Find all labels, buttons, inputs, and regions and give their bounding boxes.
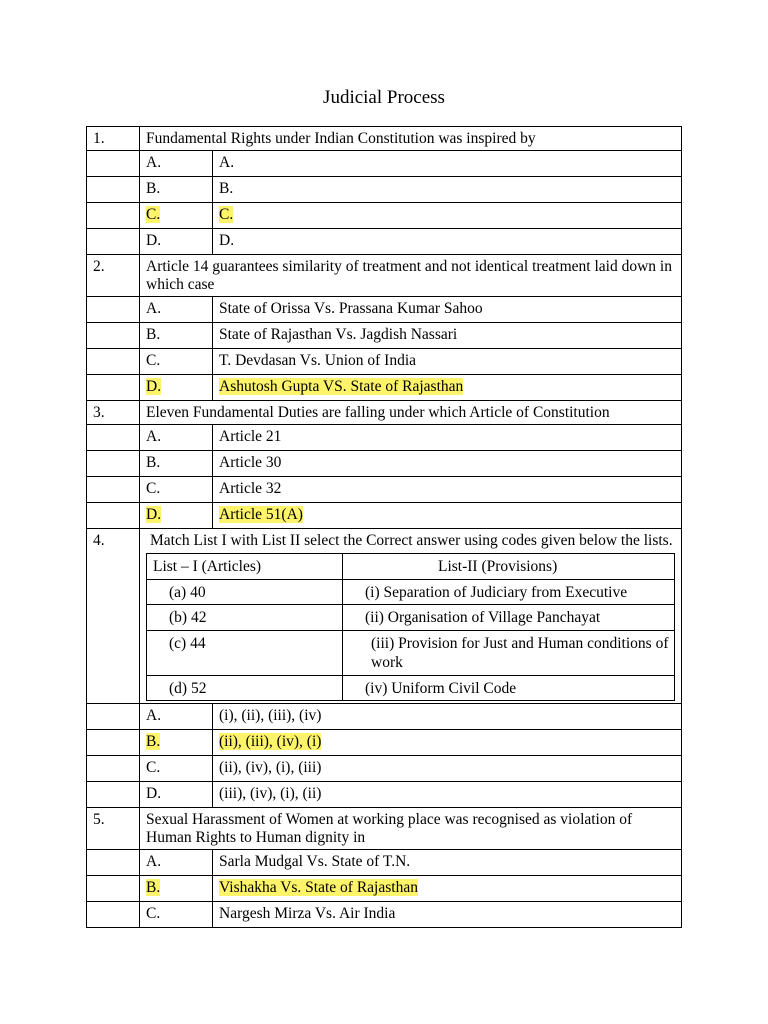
question-text xyxy=(140,808,682,850)
list2-item: (i) Separation of Judiciary from Executive xyxy=(343,579,675,605)
blank-cell xyxy=(87,876,140,902)
question-row xyxy=(87,127,682,151)
option-text: State of Rajasthan Vs. Jagdish Nassari xyxy=(219,326,458,343)
blank-cell xyxy=(87,203,140,229)
list1-item: (a) 40 xyxy=(147,579,343,605)
question-row xyxy=(87,255,682,297)
question-text xyxy=(140,401,682,425)
blank-cell xyxy=(87,850,140,876)
option-label: A. xyxy=(146,428,162,445)
option-row xyxy=(87,782,682,808)
option-text: Article 51(A) xyxy=(219,506,303,523)
option-label: A. xyxy=(146,853,162,870)
option-row xyxy=(87,704,682,730)
option-text: Sarla Mudgal Vs. State of T.N. xyxy=(219,853,411,870)
option-label: B. xyxy=(146,733,161,750)
question-text xyxy=(140,127,682,151)
option-text: Article 30 xyxy=(219,454,282,471)
option-text: B. xyxy=(219,180,234,197)
blank-cell xyxy=(87,730,140,756)
blank-cell xyxy=(87,323,140,349)
question-text-content: Fundamental Rights under Indian Constitution was inspired by xyxy=(146,130,536,147)
question-text xyxy=(140,255,682,297)
option-text: A. xyxy=(219,154,235,171)
blank-cell xyxy=(87,477,140,503)
option-row xyxy=(87,151,682,177)
list2-item: (iii) Provision for Just and Human conditions of work xyxy=(343,630,675,675)
option-label: D. xyxy=(146,785,162,802)
option-row xyxy=(87,756,682,782)
option-label: B. xyxy=(146,454,161,471)
list1-item: (b) 42 xyxy=(147,605,343,631)
question-number: 3. xyxy=(87,401,140,425)
list2-item: (iv) Uniform Civil Code xyxy=(343,675,675,701)
blank-cell xyxy=(87,375,140,401)
question-text-content: Eleven Fundamental Duties are falling under which Article of Constitution xyxy=(146,404,610,421)
blank-cell xyxy=(87,782,140,808)
option-label: C. xyxy=(146,905,161,922)
option-text: (ii), (iv), (i), (iii) xyxy=(219,759,322,776)
option-row xyxy=(87,477,682,503)
blank-cell xyxy=(87,756,140,782)
option-text: (i), (ii), (iii), (iv) xyxy=(219,707,322,724)
option-label: A. xyxy=(146,707,162,724)
blank-cell xyxy=(87,229,140,255)
option-row xyxy=(87,349,682,375)
question-number: 1. xyxy=(87,127,140,151)
option-row xyxy=(87,297,682,323)
option-label: D. xyxy=(146,506,162,523)
question-text xyxy=(140,529,682,704)
option-text: Ashutosh Gupta VS. State of Rajasthan xyxy=(219,378,464,395)
option-row xyxy=(87,323,682,349)
list2-item: (ii) Organisation of Village Panchayat xyxy=(343,605,675,631)
question-row xyxy=(87,401,682,425)
option-row xyxy=(87,177,682,203)
option-text: T. Devdasan Vs. Union of India xyxy=(219,352,417,369)
questions-table xyxy=(86,126,682,928)
option-row xyxy=(87,425,682,451)
list1-header: List – I (Articles) xyxy=(147,554,343,580)
option-text: Article 32 xyxy=(219,480,282,497)
option-text: (iii), (iv), (i), (ii) xyxy=(219,785,322,802)
option-label: D. xyxy=(146,378,162,395)
option-label: B. xyxy=(146,879,161,896)
option-label: A. xyxy=(146,154,162,171)
option-row xyxy=(87,730,682,756)
option-label: B. xyxy=(146,326,161,343)
question-text-content: Sexual Harassment of Women at working place was recognised as violation of Human Rights to Human dignity in xyxy=(146,811,633,846)
question-row xyxy=(87,808,682,850)
option-text: C. xyxy=(219,206,234,223)
blank-cell xyxy=(87,297,140,323)
question-text-content: Article 14 guarantees similarity of treatment and not identical treatment laid down in which case xyxy=(146,258,672,293)
option-row xyxy=(87,850,682,876)
option-text: Nargesh Mirza Vs. Air India xyxy=(219,905,396,922)
option-text: State of Orissa Vs. Prassana Kumar Sahoo xyxy=(219,300,483,317)
option-label: C. xyxy=(146,759,161,776)
list1-item: (c) 44 xyxy=(147,630,343,675)
option-row xyxy=(87,503,682,529)
question-row xyxy=(87,529,682,704)
blank-cell xyxy=(87,902,140,928)
blank-cell xyxy=(87,151,140,177)
match-lists xyxy=(146,553,675,701)
option-label: B. xyxy=(146,180,161,197)
blank-cell xyxy=(87,177,140,203)
blank-cell xyxy=(87,704,140,730)
blank-cell xyxy=(87,425,140,451)
option-label: C. xyxy=(146,480,161,497)
question-number: 2. xyxy=(87,255,140,297)
blank-cell xyxy=(87,451,140,477)
option-label: A. xyxy=(146,300,162,317)
blank-cell xyxy=(87,349,140,375)
option-row xyxy=(87,876,682,902)
option-text: (ii), (iii), (iv), (i) xyxy=(219,733,322,750)
question-number: 5. xyxy=(87,808,140,850)
list2-header: List-II (Provisions) xyxy=(343,554,675,580)
option-row xyxy=(87,229,682,255)
option-text: Vishakha Vs. State of Rajasthan xyxy=(219,879,418,896)
list1-item: (d) 52 xyxy=(147,675,343,701)
option-row xyxy=(87,902,682,928)
option-row xyxy=(87,375,682,401)
option-label: C. xyxy=(146,206,161,223)
option-row xyxy=(87,203,682,229)
option-row xyxy=(87,451,682,477)
blank-cell xyxy=(87,503,140,529)
question-number: 4. xyxy=(87,529,140,704)
option-text: Article 21 xyxy=(219,428,282,445)
question-text-content: Match List I with List II select the Correct answer using codes given below the lists. xyxy=(150,532,673,549)
option-text: D. xyxy=(219,232,235,249)
page-title: Judicial Process xyxy=(323,87,445,108)
option-label: D. xyxy=(146,232,162,249)
option-label: C. xyxy=(146,352,161,369)
